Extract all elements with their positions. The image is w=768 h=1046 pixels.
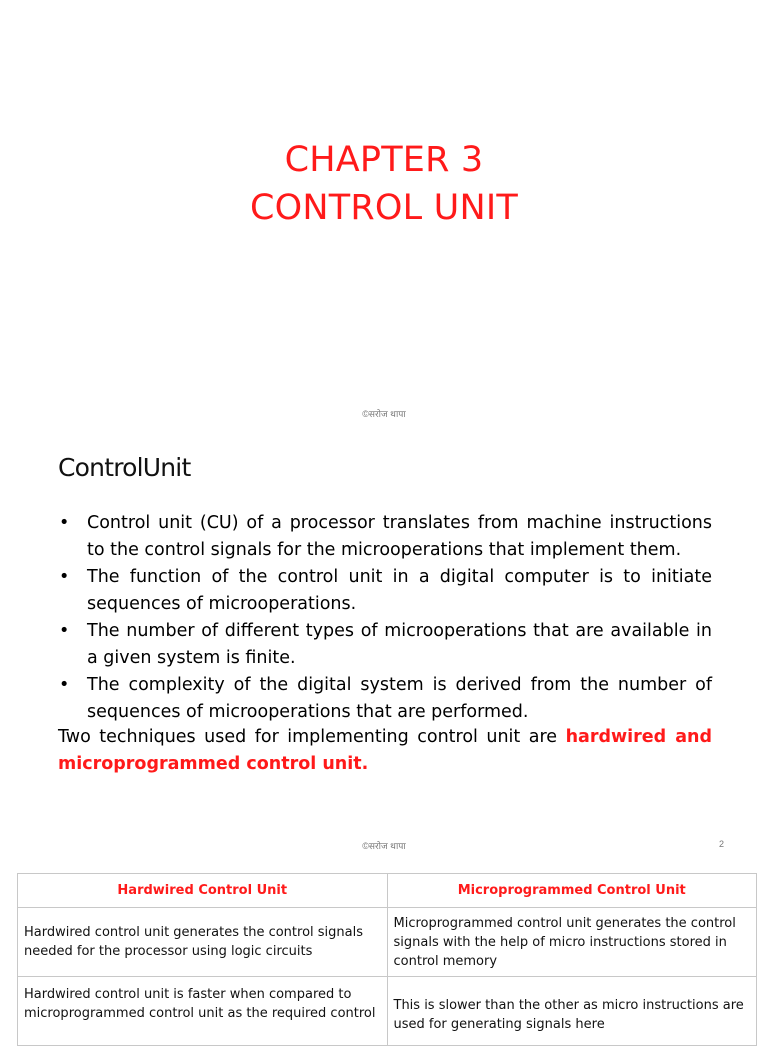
bullet-list: [58, 510, 712, 726]
bullet-dot-icon: •: [59, 621, 70, 641]
slide-1-footer: ©सरोज थापा: [362, 409, 406, 419]
slide-1: [0, 0, 768, 432]
slide-heading: ControlUnit: [58, 453, 191, 482]
table-cell: Microprogrammed control unit generates the control signals with the help of micro instructions stored in control memory: [387, 908, 757, 977]
table-row: [18, 977, 757, 1046]
header-hardwired: Hardwired Control Unit: [18, 874, 388, 908]
slide-2: [0, 432, 768, 862]
title-line-1: CHAPTER 3: [284, 140, 484, 180]
highlighted-text: hardwired and microprogrammed control unit.: [58, 727, 712, 774]
comparison-table-section: [17, 873, 757, 1046]
table-cell: Hardwired control unit generates the control signals needed for the processor using logic circuits: [18, 908, 388, 977]
comparison-table: [17, 873, 757, 1046]
bullet-item: • The number of different types of microoperations that are available in a given system is finite.: [58, 618, 712, 672]
page-number: 2: [718, 839, 724, 849]
bullet-item: • The complexity of the digital system is derived from the number of sequences of microoperations that are performed.: [58, 672, 712, 726]
closing-paragraph: Two techniques used for implementing control unit are hardwired and microprogrammed control unit.: [58, 727, 712, 774]
chapter-title: [0, 136, 768, 232]
bullet-item: • Control unit (CU) of a processor translates from machine instructions to the control signals for the microoperations that implement them.: [58, 510, 712, 564]
table-row: [18, 908, 757, 977]
header-microprogrammed: Microprogrammed Control Unit: [387, 874, 757, 908]
table-cell: This is slower than the other as micro instructions are used for generating signals here: [387, 977, 757, 1046]
bullet-item: • The function of the control unit in a digital computer is to initiate sequences of microoperations.: [58, 564, 712, 618]
table-header-row: [18, 874, 757, 908]
title-line-2: CONTROL UNIT: [250, 188, 518, 228]
table-cell: Hardwired control unit is faster when compared to microprogrammed control unit as the required control: [18, 977, 388, 1046]
bullet-dot-icon: •: [59, 513, 70, 533]
slide-2-footer: ©सरोज थापा: [362, 841, 406, 851]
bullet-dot-icon: •: [59, 675, 70, 695]
bullet-dot-icon: •: [59, 567, 70, 587]
